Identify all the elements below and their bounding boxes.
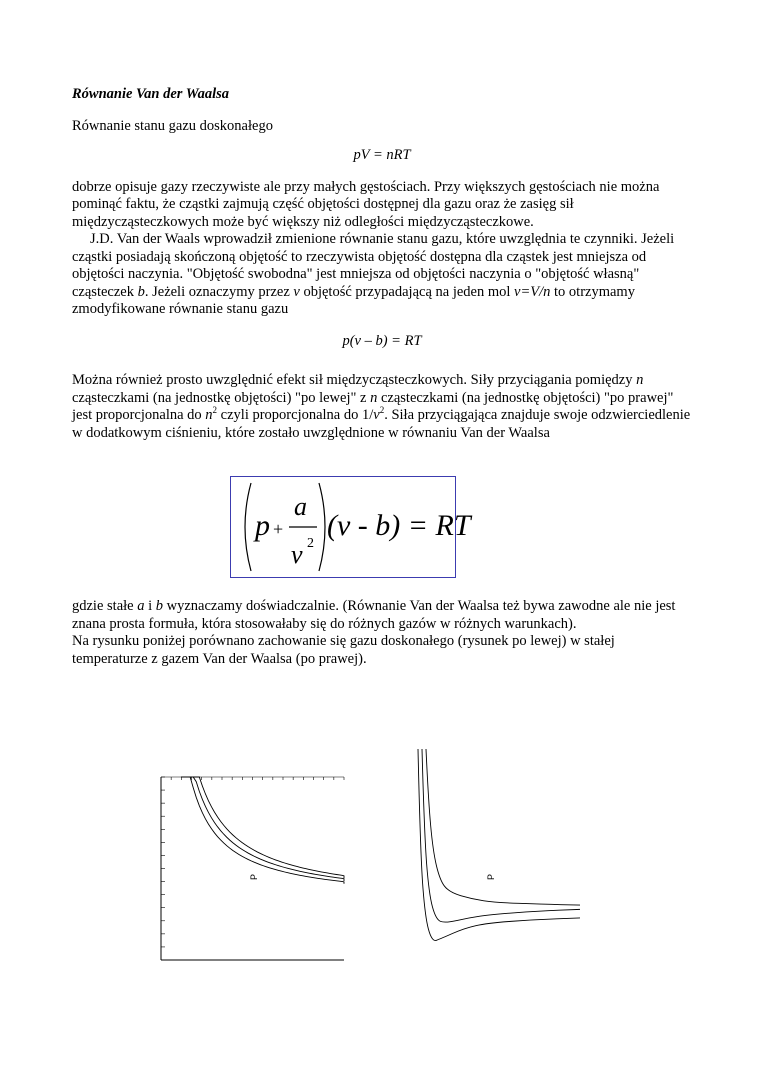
paragraph-2: J.D. Van der Waals wprowadził zmienione równanie stanu gazu, które uwzględnia te czynniki. Jeżeli cząstki posiadają skończoną objętość to rzeczywista objętość dostępna dla cząstek jest mniejsza od objętości naczynia. "Objętość swobodna" jest mniejsza od objętości naczynia o "objętość własną" cząsteczek b. Jeżeli oznaczymy przez v objętość przypadającą na jeden mol v=V/n to otrzymamy zmodyfikowane równanie stanu gazu bbox=[72, 231, 675, 317]
right-y-label: P bbox=[486, 873, 496, 880]
right-isotherm-3 bbox=[426, 749, 580, 905]
left-paren-big bbox=[245, 483, 251, 571]
document-body bbox=[72, 86, 692, 442]
document-body-lower bbox=[72, 598, 692, 668]
left-y-label: P bbox=[249, 873, 259, 880]
ideal-gas-equation: pV = nRT bbox=[353, 147, 411, 163]
formula-rest: (v - b) = RT bbox=[327, 509, 471, 542]
right-isotherm-2 bbox=[422, 749, 580, 922]
modified-equation: p(v – b) = RT bbox=[342, 332, 422, 349]
paragraph-4: gdzie stałe a i b wyznaczamy doświadczalnie. (Równanie Van der Waalsa też bywa zawodne ale nie jest znana prosta formuła, która stosowałaby się do różnych gazów w różnych warunkach). bbox=[72, 598, 676, 632]
formula-a: a bbox=[294, 492, 307, 521]
formula-plus: + bbox=[273, 519, 284, 539]
formula-v: v bbox=[291, 540, 303, 569]
intro-text: Równanie stanu gazu doskonałego bbox=[72, 117, 273, 134]
page-title: Równanie Van der Waalsa bbox=[72, 86, 229, 102]
van-der-waals-formula bbox=[230, 476, 471, 578]
paragraph-1: dobrze opisuje gazy rzeczywiste ale przy małych gęstościach. Przy większych gęstościach nie można pominąć faktu, że cząstki zajmują część objętości dostępnej dla gazu oraz że zasięg sił międzycząsteczkowych może być większy niż odległości międzycząsteczkowe. bbox=[72, 178, 660, 230]
left-isotherm-3 bbox=[181, 777, 344, 878]
ideal-gas-chart bbox=[160, 776, 346, 962]
van-der-waals-chart bbox=[414, 748, 584, 960]
paragraph-5: Na rysunku poniżej porównano zachowanie się gazu doskonałego (rysunek po lewej) w stałej temperaturze z gazem Van der Waalsa (po prawej). bbox=[72, 633, 615, 667]
formula-p: p bbox=[255, 509, 270, 542]
paragraph-3: Można również prosto uwzględnić efekt sił międzycząsteczkowych. Siły przyciągania pomiędzy n cząsteczkami (na jednostkę objętości) "po lewej" z n cząsteczkami (na jednostkę objętości) "po prawej" jest proporcjonalna do $n^2$ czyli proporcjonalna do $1/v^2$. Siła przyciągająca znajduje swoje odzwierciedlenie w dodatkowym ciśnieniu, które zostało uwzględnione w równaniu Van der Waalsa bbox=[72, 372, 691, 441]
right-isotherm-1 bbox=[418, 749, 580, 940]
formula-exp: 2 bbox=[307, 536, 314, 551]
right-paren-big bbox=[319, 483, 325, 571]
